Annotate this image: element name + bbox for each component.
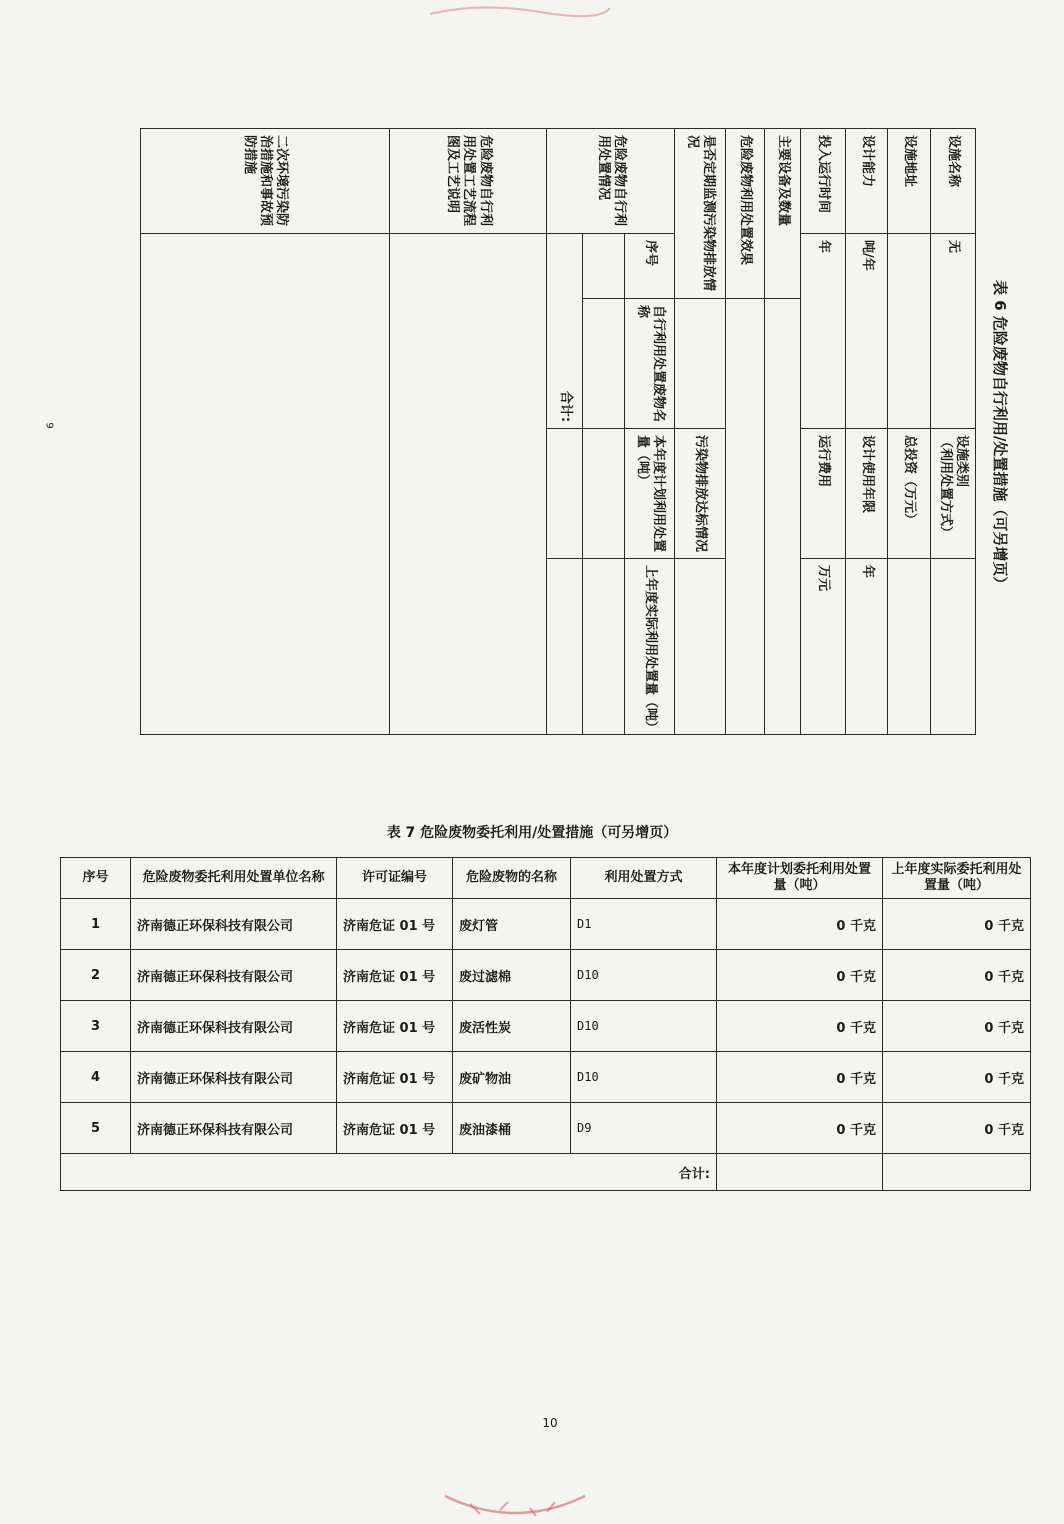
row-plan: 0 千克 — [717, 950, 883, 1001]
facility-address-value — [888, 234, 931, 429]
header-plan: 本年度计划委托利用处置量（吨） — [717, 858, 883, 899]
total-investment-value — [888, 559, 931, 735]
row-unit: 济南德正环保科技有限公司 — [131, 950, 337, 1001]
row-waste: 废矿物油 — [453, 1052, 571, 1103]
row-unit: 济南德正环保科技有限公司 — [131, 1001, 337, 1052]
facility-type-value — [931, 559, 976, 735]
row-seq: 3 — [61, 1001, 131, 1052]
row-method: D9 — [571, 1103, 717, 1154]
table6-title: 表 6 危险废物自行利用/处置措施（可另增页） — [991, 280, 1009, 592]
table7-total-row — [61, 1154, 1031, 1191]
table6 — [140, 128, 976, 734]
row-waste: 废油漆桶 — [453, 1103, 571, 1154]
red-stamp-fragment-bottom — [440, 1490, 590, 1524]
row-plan: 0 千克 — [717, 1052, 883, 1103]
self-use-total-plan — [547, 429, 583, 559]
col-actual-amount: 上年度实际利用处置量（吨） — [624, 559, 675, 735]
operating-cost-label: 运行费用 — [800, 429, 845, 559]
row-license: 济南危证 01 号 — [337, 1103, 453, 1154]
facility-address-label: 设施地址 — [888, 129, 931, 234]
row-seq: 4 — [61, 1052, 131, 1103]
row-actual: 0 千克 — [883, 950, 1031, 1001]
self-use-row-actual — [583, 559, 625, 735]
row-actual: 0 千克 — [883, 1103, 1031, 1154]
row-license: 济南危证 01 号 — [337, 899, 453, 950]
row-license: 济南危证 01 号 — [337, 1052, 453, 1103]
design-life-label: 设计使用年限 — [845, 429, 888, 559]
row-actual: 0 千克 — [883, 899, 1031, 950]
start-time-unit: 年 — [800, 234, 845, 429]
row-seq: 1 — [61, 899, 131, 950]
operating-cost-unit: 万元 — [800, 559, 845, 735]
row-plan: 0 千克 — [717, 899, 883, 950]
design-capacity-unit: 吨/年 — [845, 234, 888, 429]
design-life-unit: 年 — [845, 559, 888, 735]
col-plan-amount: 本年度计划利用处置量（吨） — [624, 429, 675, 559]
self-use-row-seq — [583, 234, 625, 299]
total-plan — [717, 1154, 883, 1191]
row-waste: 废灯管 — [453, 899, 571, 950]
facility-name-value: 无 — [931, 234, 976, 429]
header-actual: 上年度实际委托利用处置量（吨） — [883, 858, 1031, 899]
header-method: 利用处置方式 — [571, 858, 717, 899]
self-use-row-name — [583, 299, 625, 429]
row-unit: 济南德正环保科技有限公司 — [131, 899, 337, 950]
self-use-total-actual — [547, 559, 583, 735]
row-waste: 废过滤棉 — [453, 950, 571, 1001]
main-equipment-label: 主要设备及数量 — [765, 129, 801, 299]
table7-title: 表 7 危险废物委托利用/处置措施（可另增页） — [386, 825, 678, 841]
table7 — [60, 857, 1031, 1191]
secondary-pollution-label: 二次环境污染防治措施和事故预防措施 — [141, 129, 390, 234]
self-use-row-plan — [583, 429, 625, 559]
row-actual: 0 千克 — [883, 1001, 1031, 1052]
monitoring-value — [675, 299, 726, 429]
emission-compliance-value — [675, 559, 726, 735]
disposal-effect-label: 危险废物利用处置效果 — [725, 129, 764, 299]
row-plan: 0 千克 — [717, 1103, 883, 1154]
row-unit: 济南德正环保科技有限公司 — [131, 1103, 337, 1154]
total-actual — [883, 1154, 1031, 1191]
row-method: D10 — [571, 950, 717, 1001]
row-unit: 济南德正环保科技有限公司 — [131, 1052, 337, 1103]
process-label: 危险废物自行利用处置工艺流程图及工艺说明 — [390, 129, 547, 234]
header-waste: 危险废物的名称 — [453, 858, 571, 899]
process-value — [390, 234, 547, 735]
header-unit: 危险废物委托利用处置单位名称 — [131, 858, 337, 899]
table-row — [61, 1052, 1031, 1103]
page-number: 10 — [542, 1416, 558, 1430]
col-waste-name: 自行利用处置废物名称 — [624, 299, 675, 429]
row-method: D1 — [571, 899, 717, 950]
table-row — [61, 1103, 1031, 1154]
monitoring-label: 是否定期监测污染物排放情况 — [675, 129, 726, 299]
facility-type-label: 设施类别 （利用处置方式） — [931, 429, 976, 559]
header-seq: 序号 — [61, 858, 131, 899]
col-seq: 序号 — [624, 234, 675, 299]
start-time-label: 投入运行时间 — [800, 129, 845, 234]
total-investment-label: 总投资（万元） — [888, 429, 931, 559]
row-actual: 0 千克 — [883, 1052, 1031, 1103]
table-row — [61, 899, 1031, 950]
emission-compliance-label: 污染物排放达标情况 — [675, 429, 726, 559]
self-use-section-label: 危险废物自行利用处置情况 — [547, 129, 675, 234]
design-capacity-label: 设计能力 — [845, 129, 888, 234]
main-equipment-value — [765, 299, 801, 735]
table-row — [61, 950, 1031, 1001]
row-seq: 5 — [61, 1103, 131, 1154]
row-license: 济南危证 01 号 — [337, 950, 453, 1001]
table7-header-row — [61, 858, 1031, 899]
row-seq: 2 — [61, 950, 131, 1001]
row-method: D10 — [571, 1001, 717, 1052]
red-stamp-fragment-top — [420, 0, 620, 20]
secondary-pollution-value — [141, 234, 390, 735]
row-method: D10 — [571, 1052, 717, 1103]
row-license: 济南危证 01 号 — [337, 1001, 453, 1052]
self-use-total-label: 合计: — [547, 234, 583, 429]
facility-name-label: 设施名称 — [931, 129, 976, 234]
row-plan: 0 千克 — [717, 1001, 883, 1052]
side-page-number: 9 — [43, 422, 55, 429]
table-row — [61, 1001, 1031, 1052]
total-label: 合计: — [61, 1154, 717, 1191]
row-waste: 废活性炭 — [453, 1001, 571, 1052]
disposal-effect-value — [725, 299, 764, 735]
header-license: 许可证编号 — [337, 858, 453, 899]
